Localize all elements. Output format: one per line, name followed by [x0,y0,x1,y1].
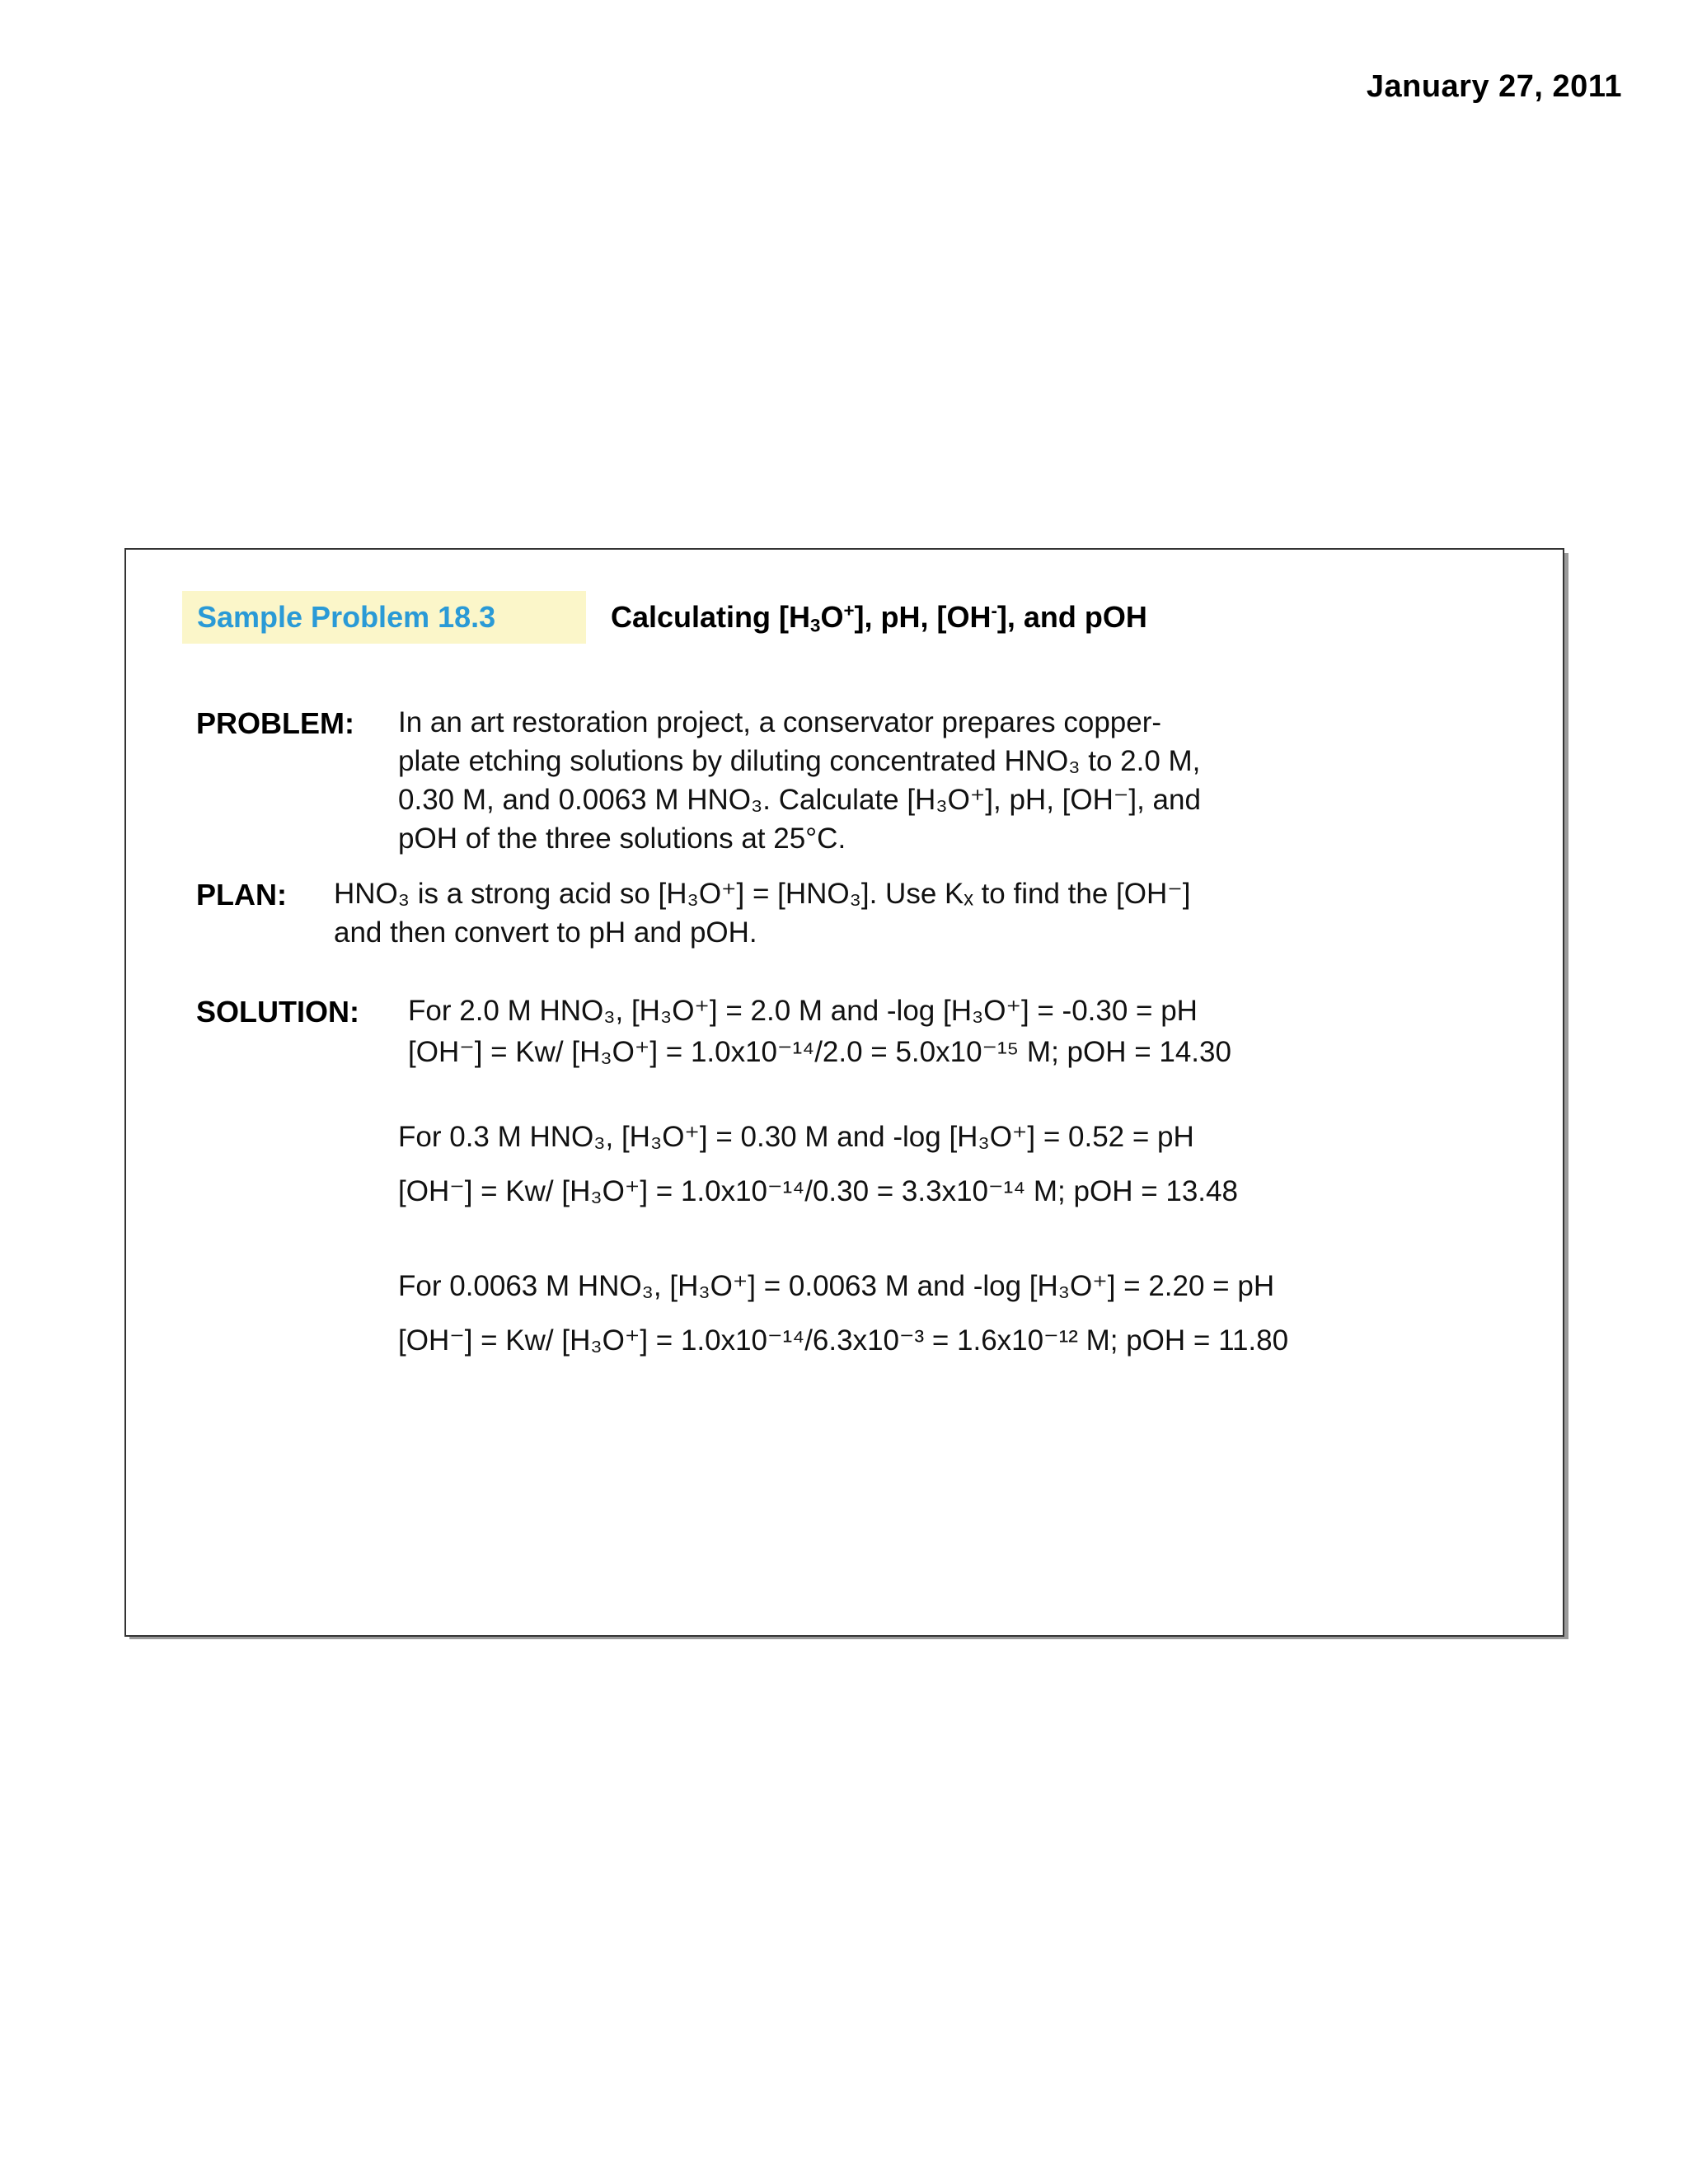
solution-case3-line-2: [OH⁻] = Kw/ [H₃O⁺] = 1.0x10⁻¹⁴/6.3x10⁻³ = 1.6x10⁻¹² M; pOH = 11.80 [398,1324,1289,1357]
problem-line-4: pOH of the three solutions at 25°C. [398,823,846,855]
plan-line-2: and then convert to pH and pOH. [334,916,757,949]
solution-case2-line-1: For 0.3 M HNO₃, [H₃O⁺] = 0.30 M and -log [H₃O⁺] = 0.52 = pH [398,1121,1194,1153]
solution-case2-line-2: [OH⁻] = Kw/ [H₃O⁺] = 1.0x10⁻¹⁴/0.30 = 3.3x10⁻¹⁴ M; pOH = 13.48 [398,1175,1238,1207]
problem-line-3: 0.30 M, and 0.0063 M HNO₃. Calculate [H₃O⁺], pH, [OH⁻], and [398,784,1201,816]
solution-case1-line-2: [OH⁻] = Kw/ [H₃O⁺] = 1.0x10⁻¹⁴/2.0 = 5.0x10⁻¹⁵ M; pOH = 14.30 [408,1036,1231,1068]
plan-label: PLAN: [196,878,287,912]
page-date: January 27, 2011 [1366,69,1622,104]
problem-label: PROBLEM: [196,706,354,740]
problem-line-2: plate etching solutions by diluting concentrated HNO₃ to 2.0 M, [398,745,1201,777]
solution-case3-line-1: For 0.0063 M HNO₃, [H₃O⁺] = 0.0063 M and -log [H₃O⁺] = 2.20 = pH [398,1270,1275,1302]
solution-case1-line-1: For 2.0 M HNO₃, [H₃O⁺] = 2.0 M and -log [H₃O⁺] = -0.30 = pH [408,995,1198,1027]
sample-problem-title: Calculating $[H_3O^+]$, pH, [OH-], and pOH [611,600,1147,636]
plan-line-1: HNO₃ is a strong acid so [H₃O⁺] = [HNO₃]. Use Kₓ to find the [OH⁻] [334,878,1191,910]
sample-problem-label: Sample Problem 18.3 [182,591,586,644]
problem-line-1: In an art restoration project, a conservator prepares copper- [398,706,1162,738]
solution-label: SOLUTION: [196,995,359,1029]
sample-problem-slide [124,548,1564,1637]
